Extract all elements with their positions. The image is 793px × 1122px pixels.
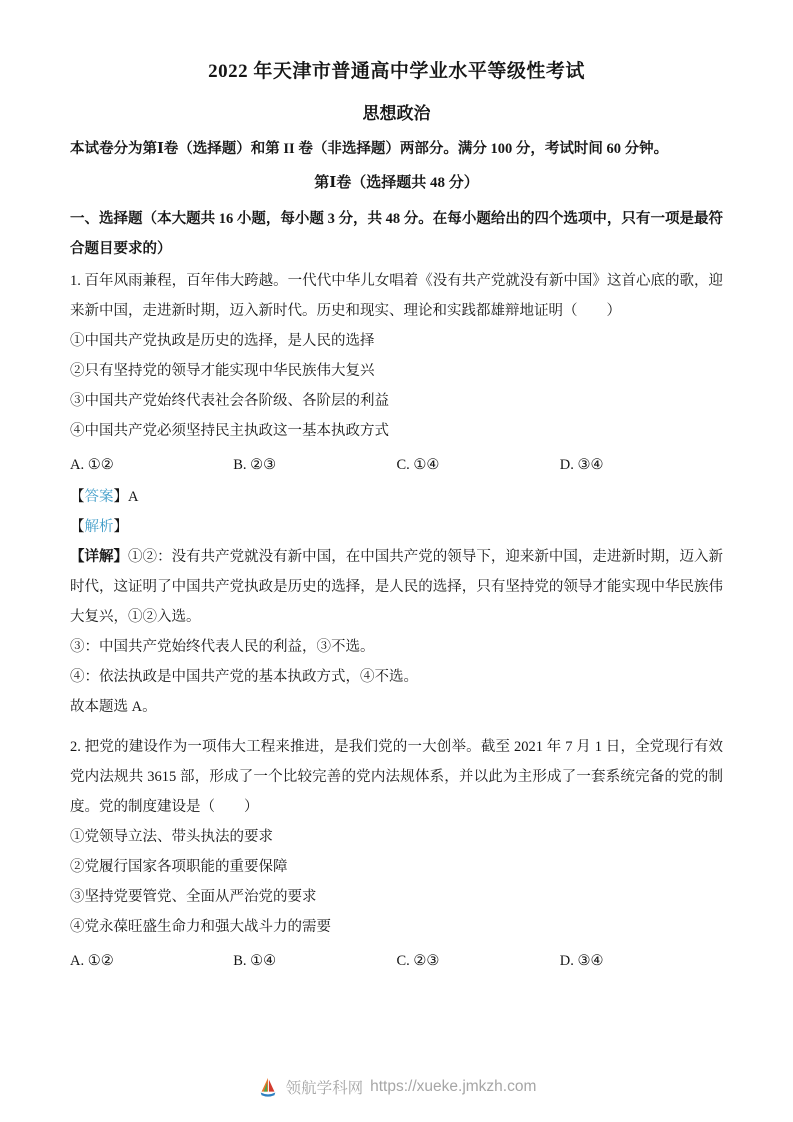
detail-text: ①②：没有共产党就没有新中国，在中国共产党的领导下，迎来新中国，走进新时期，迈入新时代，这证明了中国共产党执政是历史的选择，是人民的选择，只有坚持党的领导才能实现中华民族伟大复兴，①②入选。 bbox=[70, 549, 723, 625]
footer-watermark bbox=[0, 1076, 793, 1098]
detail-paragraph-1 bbox=[70, 542, 723, 632]
answer-value: A bbox=[128, 489, 139, 505]
answer-line bbox=[70, 482, 723, 512]
answer-label: 答案 bbox=[84, 489, 114, 505]
question-2-choice-row bbox=[70, 946, 723, 976]
detail-conclusion: 故本题选 A。 bbox=[70, 699, 157, 715]
analysis-line bbox=[70, 512, 723, 542]
question-2-choice-c: C. ②③ bbox=[396, 953, 440, 969]
question-2-choice-d: D. ③④ bbox=[559, 953, 604, 969]
question-2-stem: 2. 把党的建设作为一项伟大工程来推进，是我们党的一大创举。截至 2021 年 7 月 1 日，全党现行有效党内法规共 3615 部，形成了一个比较完善的党内法规体系，并以此为主形成了一套系统完备的党的制度。党的制度建设是（ ） bbox=[70, 739, 723, 815]
exam-subtitle: 思想政治 bbox=[362, 104, 431, 123]
answer-bracket-open: 【 bbox=[70, 489, 85, 505]
question-1-choice-d: D. ③④ bbox=[559, 457, 604, 473]
site-name: 领航学科网 bbox=[285, 1080, 364, 1097]
section-header: 第Ⅰ卷（选择题共 48 分） bbox=[314, 175, 479, 191]
question-1-choice-a: A. ①② bbox=[70, 457, 114, 473]
detail-label: 【详解】 bbox=[70, 549, 129, 565]
question-1-option-1: ①中国共产党执政是历史的选择，是人民的选择 bbox=[70, 333, 375, 349]
site-logo-icon bbox=[257, 1076, 279, 1098]
analysis-label: 解析 bbox=[84, 519, 114, 535]
question-1-option-2: ②只有坚持党的领导才能实现中华民族伟大复兴 bbox=[70, 363, 375, 379]
site-url: https://xueke.jmkzh.com bbox=[370, 1078, 537, 1095]
question-2 bbox=[70, 732, 723, 976]
section-instructions: 一、选择题（本大题共 16 小题，每小题 3 分，共 48 分。在每小题给出的四个选项中，只有一项是最符合题目要求的） bbox=[70, 211, 723, 257]
question-1-option-4: ④中国共产党必须坚持民主执政这一基本执政方式 bbox=[70, 423, 389, 439]
question-1-choice-b: B. ②③ bbox=[233, 457, 277, 473]
detail-paragraph-3: ④：依法执政是中国共产党的基本执政方式，④不选。 bbox=[70, 669, 418, 685]
question-1-stem: 1. 百年风雨兼程，百年伟大跨越。一代代中华儿女唱着《没有共产党就没有新中国》这首心底的歌，迎来新中国，走进新时期，迈入新时代。历史和现实、理论和实践都雄辩地证明（ ） bbox=[70, 273, 723, 319]
exam-title: 2022 年天津市普通高中学业水平等级性考试 bbox=[208, 61, 585, 82]
detail-paragraph-2: ③：中国共产党始终代表人民的利益，③不选。 bbox=[70, 639, 375, 655]
exam-instructions: 本试卷分为第Ⅰ卷（选择题）和第 II 卷（非选择题）两部分。满分 100 分，考试时间 60 分钟。 bbox=[70, 141, 669, 157]
question-1 bbox=[70, 266, 723, 722]
question-2-option-3: ③坚持党要管党、全面从严治党的要求 bbox=[70, 889, 317, 905]
question-2-option-4: ④党永葆旺盛生命力和强大战斗力的需要 bbox=[70, 919, 331, 935]
question-1-option-3: ③中国共产党始终代表社会各阶级、各阶层的利益 bbox=[70, 393, 389, 409]
question-2-choice-b: B. ①④ bbox=[233, 953, 277, 969]
answer-bracket-close: 】 bbox=[113, 489, 128, 505]
question-1-choice-c: C. ①④ bbox=[396, 457, 440, 473]
analysis-bracket-open: 【 bbox=[70, 519, 85, 535]
question-2-option-2: ②党履行国家各项职能的重要保障 bbox=[70, 859, 288, 875]
question-2-option-1: ①党领导立法、带头执法的要求 bbox=[70, 829, 273, 845]
question-2-choice-a: A. ①② bbox=[70, 953, 114, 969]
analysis-bracket-close: 】 bbox=[113, 519, 128, 535]
question-1-choice-row bbox=[70, 450, 723, 480]
